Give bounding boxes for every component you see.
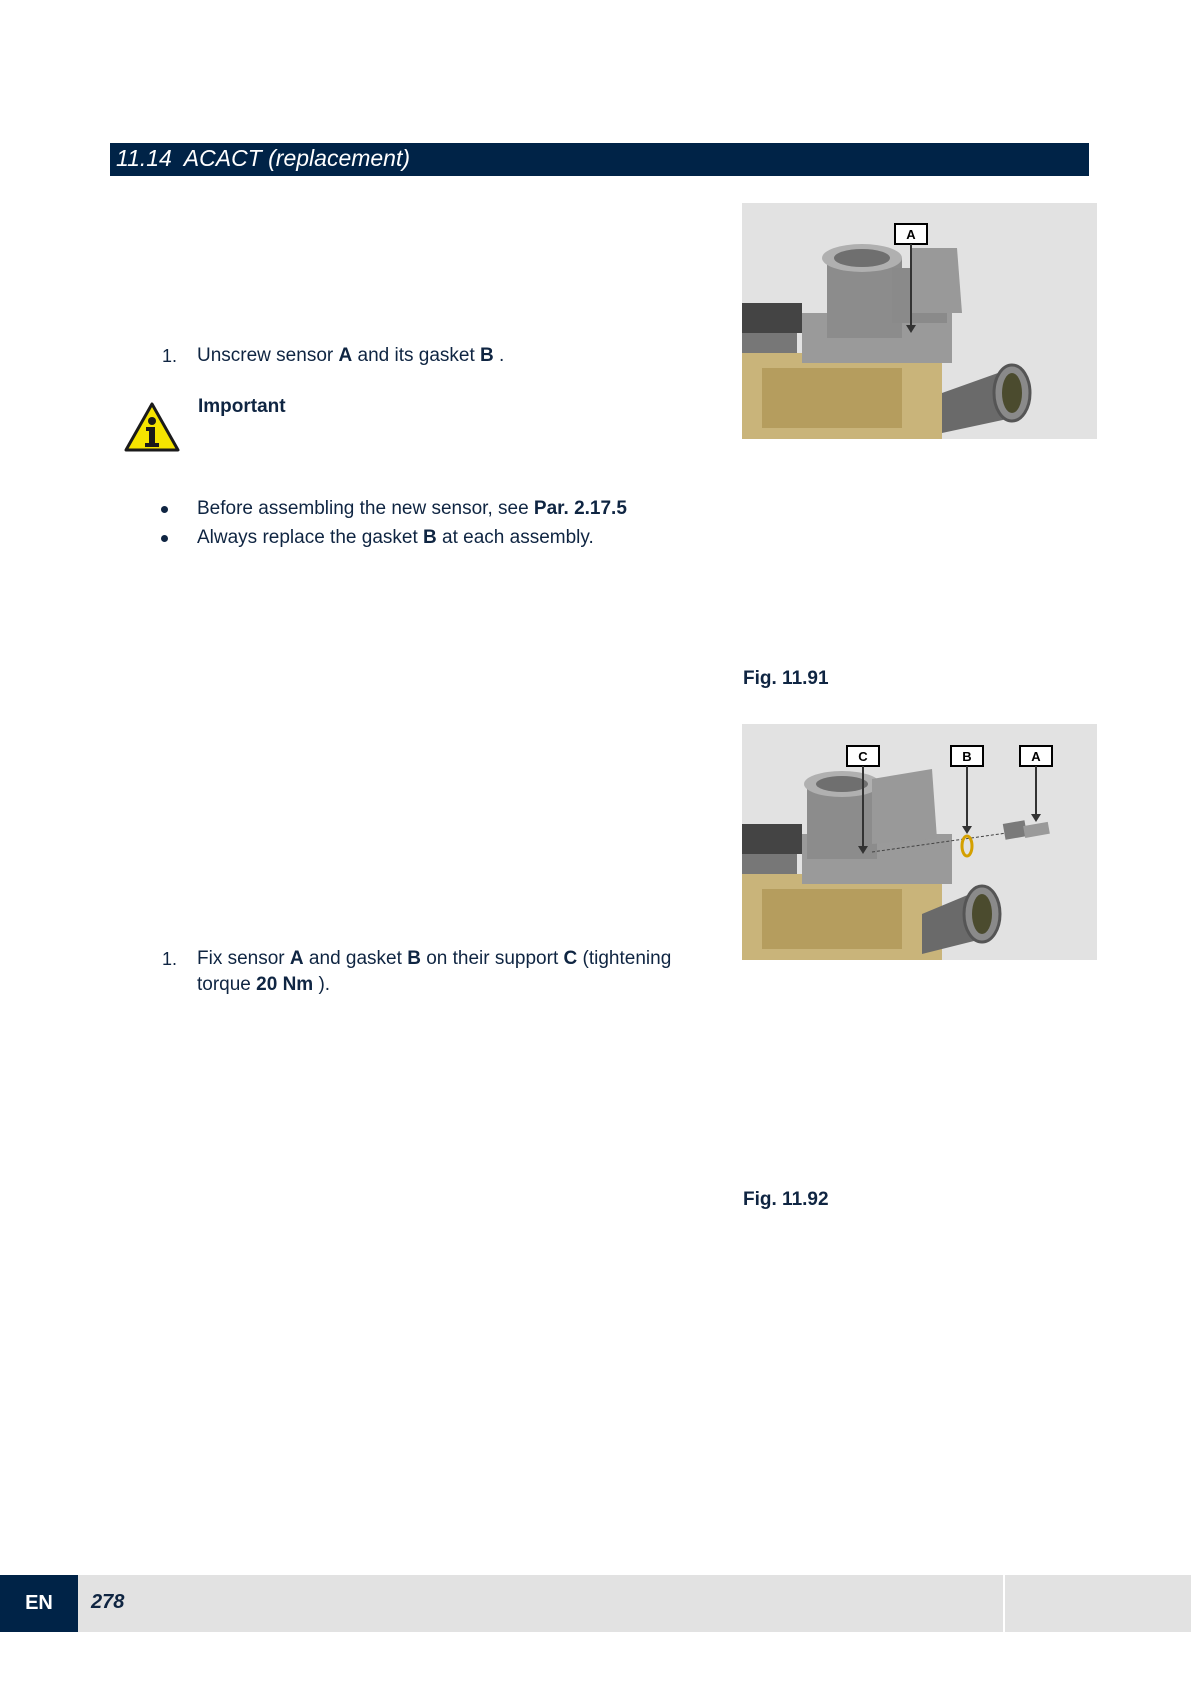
- callout-label-b: B: [962, 749, 972, 764]
- callout-label-c: C: [858, 749, 868, 764]
- page-footer: [0, 1575, 1191, 1632]
- important-label: Important: [198, 396, 286, 417]
- figure-11-92: [742, 724, 1097, 960]
- section-title-text: ACACT (replacement): [183, 145, 411, 171]
- warning-info-icon: [124, 402, 180, 452]
- callout-label-a: A: [1031, 749, 1041, 764]
- step-number: 1.: [162, 949, 178, 969]
- figure-11-91: [742, 203, 1097, 439]
- footer-divider: [1003, 1575, 1005, 1632]
- section-header: [110, 143, 1089, 176]
- section-number: 11.14: [116, 145, 172, 171]
- figure-caption: Fig. 11.92: [743, 1189, 829, 1210]
- step-number: 1.: [162, 346, 178, 366]
- bullet-dot: [161, 535, 168, 542]
- figure-caption: Fig. 11.91: [743, 668, 829, 689]
- step-text: Unscrew sensor A and its gasket B .: [197, 345, 505, 366]
- step-unscrew: [162, 343, 702, 373]
- section-title: [116, 145, 410, 172]
- language-badge: EN: [0, 1575, 78, 1632]
- bullet-dot: [161, 506, 168, 513]
- step-text: Fix sensor A and gasket B on their support C (tightening torque 20 Nm ).: [197, 948, 672, 995]
- engine-illustration: [742, 203, 1097, 439]
- page-number: 278: [91, 1591, 125, 1613]
- callout-label-a: A: [906, 227, 916, 242]
- engine-illustration-exploded: [742, 724, 1097, 960]
- step-fix: [162, 946, 722, 1006]
